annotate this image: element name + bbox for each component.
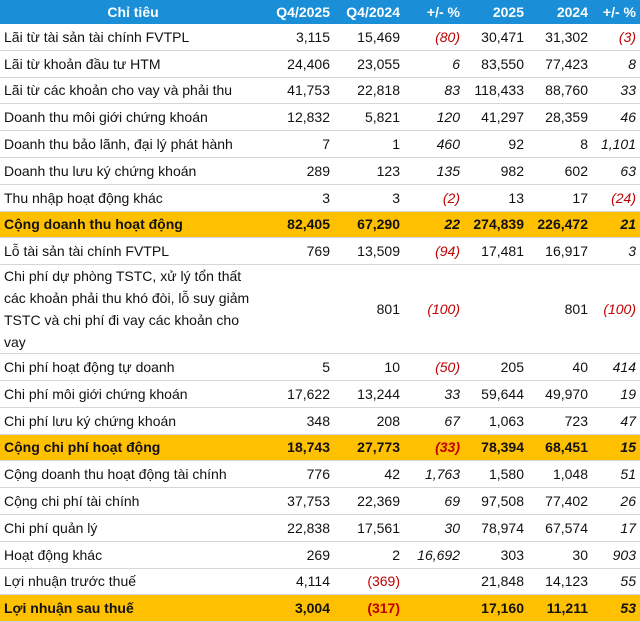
col-header-pct-quarter: +/- % — [404, 0, 464, 24]
cell-q4-2024: 13,244 — [357, 385, 400, 402]
cell-q4-2025: 3,004 — [266, 595, 334, 622]
cell-q4-2024: 2 — [392, 546, 400, 563]
cell-pct-quarter: 120 — [436, 109, 460, 126]
cell-q4-2024: 22,369 — [357, 493, 400, 510]
cell-2024: 30 — [572, 546, 588, 563]
cell-2024: 1,048 — [552, 466, 588, 483]
cell-2024: 14,123 — [545, 573, 588, 590]
row-label: Lãi từ các khoản cho vay và phải thu — [4, 82, 233, 99]
cell-2025: 118,433 — [474, 82, 524, 99]
cell-pct-quarter: (100) — [427, 301, 460, 318]
row-label: Cộng chi phí hoạt động — [0, 434, 266, 461]
cell-pct-year: 19 — [620, 385, 636, 402]
cell-pct-quarter: (33) — [404, 434, 464, 461]
cell-q4-2025: 776 — [306, 466, 330, 483]
cell-pct-year: (100) — [603, 301, 636, 318]
cell-pct-year: 903 — [612, 546, 636, 563]
cell-pct-quarter: 135 — [436, 162, 460, 179]
cell-2024: 77,423 — [545, 55, 588, 72]
cell-q4-2024: 17,561 — [357, 519, 400, 536]
cell-q4-2025: 24,406 — [287, 55, 330, 72]
cell-pct-quarter: 460 — [436, 136, 460, 153]
cell-2024: 602 — [564, 162, 588, 179]
cell-q4-2025: 289 — [306, 162, 330, 179]
row-label: Hoạt động khác — [4, 546, 103, 563]
cell-q4-2025: 37,753 — [287, 493, 330, 510]
cell-q4-2024: 123 — [376, 162, 400, 179]
cell-pct-quarter: 30 — [444, 519, 460, 536]
cell-q4-2025: 22,838 — [287, 519, 330, 536]
cell-2025: 17,160 — [464, 595, 528, 622]
cell-q4-2024: 10 — [384, 359, 400, 376]
cell-2024: 49,970 — [545, 385, 588, 402]
cell-2024: 17 — [572, 189, 588, 206]
table-row — [0, 104, 640, 131]
cell-q4-2024: 67,290 — [334, 211, 404, 238]
cell-2024: 28,359 — [545, 109, 588, 126]
cell-2024: 88,760 — [545, 82, 588, 99]
col-header-q4-2025: Q4/2025 — [266, 0, 334, 24]
cell-pct-quarter: 67 — [444, 412, 460, 429]
cell-q4-2024: 42 — [384, 466, 400, 483]
table-body — [0, 24, 640, 622]
cell-pct-year: 53 — [592, 595, 640, 622]
col-header-2024: 2024 — [528, 0, 592, 24]
cell-q4-2025: 82,405 — [266, 211, 334, 238]
cell-q4-2025: 41,753 — [287, 82, 330, 99]
cell-pct-year: 8 — [628, 55, 636, 72]
table-row-total — [0, 595, 640, 622]
cell-q4-2024: (369) — [367, 573, 400, 590]
cell-q4-2025: 3,115 — [296, 28, 330, 45]
col-header-indicator: Chỉ tiêu — [0, 0, 266, 24]
cell-pct-year: 47 — [620, 412, 636, 429]
cell-q4-2024: 801 — [376, 301, 400, 318]
cell-q4-2025: 18,743 — [266, 434, 334, 461]
cell-pct-year: 63 — [620, 162, 636, 179]
cell-pct-quarter: 1,763 — [424, 466, 460, 483]
cell-2024: 226,472 — [528, 211, 592, 238]
cell-pct-year: (24) — [611, 189, 636, 206]
table-row — [0, 407, 640, 434]
cell-pct-year: (3) — [618, 28, 636, 45]
cell-2025: 97,508 — [481, 493, 524, 510]
cell-q4-2024: 1 — [392, 136, 400, 153]
cell-2025: 92 — [508, 136, 524, 153]
cell-2025: 59,644 — [481, 385, 524, 402]
col-header-2025: 2025 — [464, 0, 528, 24]
cell-q4-2025: 12,832 — [287, 109, 330, 126]
row-label: Cộng doanh thu hoạt động tài chính — [4, 466, 227, 483]
cell-2025: 982 — [500, 162, 524, 179]
cell-pct-quarter: 16,692 — [417, 546, 460, 563]
row-label: Chi phí hoạt động tự doanh — [4, 359, 175, 376]
cell-pct-year: 21 — [592, 211, 640, 238]
table-row — [0, 238, 640, 265]
cell-pct-year: 1,101 — [600, 136, 636, 153]
row-label: Chi phí môi giới chứng khoán — [4, 385, 188, 402]
col-header-q4-2024: Q4/2024 — [334, 0, 404, 24]
cell-2024: 68,451 — [528, 434, 592, 461]
cell-pct-quarter: (94) — [435, 243, 460, 260]
cell-q4-2025: 269 — [306, 546, 330, 563]
cell-pct-year: 26 — [620, 493, 636, 510]
table-row — [0, 77, 640, 104]
cell-2024: 8 — [580, 136, 588, 153]
row-label: Doanh thu bảo lãnh, đại lý phát hành — [4, 136, 233, 153]
cell-pct-quarter — [404, 595, 464, 622]
cell-pct-quarter — [404, 568, 464, 595]
cell-q4-2024: (317) — [334, 595, 404, 622]
cell-q4-2024: 13,509 — [357, 243, 400, 260]
cell-q4-2025: 17,622 — [287, 385, 330, 402]
table-row — [0, 131, 640, 158]
cell-pct-year: 3 — [628, 243, 636, 260]
cell-pct-quarter: (80) — [435, 28, 460, 45]
row-label: Chi phí dự phòng TSTC, xử lý tổn thất các khoản phải thu khó đòi, lỗ suy giảm TSTC và chi phí đi vay các khoản cho vay — [4, 268, 250, 351]
cell-pct-year: 55 — [620, 573, 636, 590]
cell-pct-year: 33 — [620, 82, 636, 99]
cell-q4-2025: 348 — [306, 412, 330, 429]
cell-pct-quarter: 33 — [444, 385, 460, 402]
cell-q4-2024: 3 — [392, 189, 400, 206]
cell-pct-year: 46 — [620, 109, 636, 126]
row-label: Lỗ tài sản tài chính FVTPL — [4, 243, 169, 260]
row-label: Chi phí quản lý — [4, 519, 98, 536]
table-row — [0, 157, 640, 184]
cell-pct-quarter: 83 — [444, 82, 460, 99]
row-label: Doanh thu lưu ký chứng khoán — [4, 162, 197, 179]
row-label: Lợi nhuận trước thuế — [4, 573, 137, 590]
row-label: Cộng chi phí tài chính — [4, 493, 140, 510]
row-label: Cộng doanh thu hoạt động — [0, 211, 266, 238]
row-label: Lợi nhuận sau thuế — [0, 595, 266, 622]
cell-pct-quarter: 22 — [404, 211, 464, 238]
cell-q4-2024: 22,818 — [357, 82, 400, 99]
cell-2025: 303 — [500, 546, 524, 563]
cell-2024: 723 — [564, 412, 588, 429]
table-row — [0, 50, 640, 77]
cell-2024: 31,302 — [545, 28, 588, 45]
cell-pct-quarter: 6 — [452, 55, 460, 72]
cell-pct-quarter: 69 — [444, 493, 460, 510]
cell-2025: 41,297 — [481, 109, 524, 126]
cell-pct-quarter: (50) — [435, 359, 460, 376]
cell-pct-year: 15 — [592, 434, 640, 461]
table-row — [0, 265, 640, 354]
cell-q4-2025: 4,114 — [296, 573, 330, 590]
cell-2025 — [464, 265, 528, 354]
cell-2025: 17,481 — [481, 243, 524, 260]
cell-2025: 13 — [508, 189, 524, 206]
col-header-pct-year: +/- % — [592, 0, 640, 24]
cell-2024: 16,917 — [545, 243, 588, 260]
cell-pct-year: 17 — [620, 519, 636, 536]
row-label: Chi phí lưu ký chứng khoán — [4, 412, 177, 429]
cell-q4-2025: 5 — [322, 359, 330, 376]
cell-2025: 274,839 — [464, 211, 528, 238]
table-row — [0, 184, 640, 211]
cell-2025: 83,550 — [481, 55, 524, 72]
row-label: Thu nhập hoạt động khác — [4, 189, 163, 206]
table-row-total — [0, 434, 640, 461]
table-row — [0, 514, 640, 541]
cell-q4-2024: 208 — [376, 412, 400, 429]
cell-2024: 11,211 — [528, 595, 592, 622]
cell-2025: 78,394 — [464, 434, 528, 461]
row-label: Lãi từ tài sản tài chính FVTPL — [4, 28, 190, 45]
table-row — [0, 568, 640, 595]
cell-q4-2025: 769 — [306, 243, 330, 260]
row-label: Lãi từ khoản đầu tư HTM — [4, 55, 161, 72]
cell-2025: 205 — [500, 359, 524, 376]
table-row — [0, 541, 640, 568]
row-label: Doanh thu môi giới chứng khoán — [4, 109, 208, 126]
cell-q4-2025: 7 — [322, 136, 330, 153]
cell-2024: 801 — [564, 301, 588, 318]
cell-q4-2024: 23,055 — [357, 55, 400, 72]
cell-2025: 78,974 — [481, 519, 524, 536]
cell-pct-quarter: (2) — [442, 189, 460, 206]
table-row — [0, 24, 640, 50]
cell-2025: 21,848 — [481, 573, 524, 590]
table-row — [0, 380, 640, 407]
cell-pct-year: 51 — [620, 466, 636, 483]
cell-2025: 30,471 — [481, 28, 524, 45]
cell-2025: 1,580 — [488, 466, 524, 483]
cell-q4-2024: 5,821 — [364, 109, 400, 126]
cell-q4-2024: 15,469 — [357, 28, 400, 45]
cell-pct-year: 414 — [612, 359, 636, 376]
cell-2024: 77,402 — [545, 493, 588, 510]
table-row — [0, 488, 640, 515]
table-row — [0, 461, 640, 488]
cell-q4-2025 — [266, 265, 334, 354]
cell-2024: 40 — [572, 359, 588, 376]
cell-2025: 1,063 — [488, 412, 524, 429]
cell-2024: 67,574 — [545, 519, 588, 536]
cell-q4-2024: 27,773 — [334, 434, 404, 461]
header-row — [0, 0, 640, 24]
cell-q4-2025: 3 — [322, 189, 330, 206]
table-row-total — [0, 211, 640, 238]
table-row — [0, 354, 640, 381]
